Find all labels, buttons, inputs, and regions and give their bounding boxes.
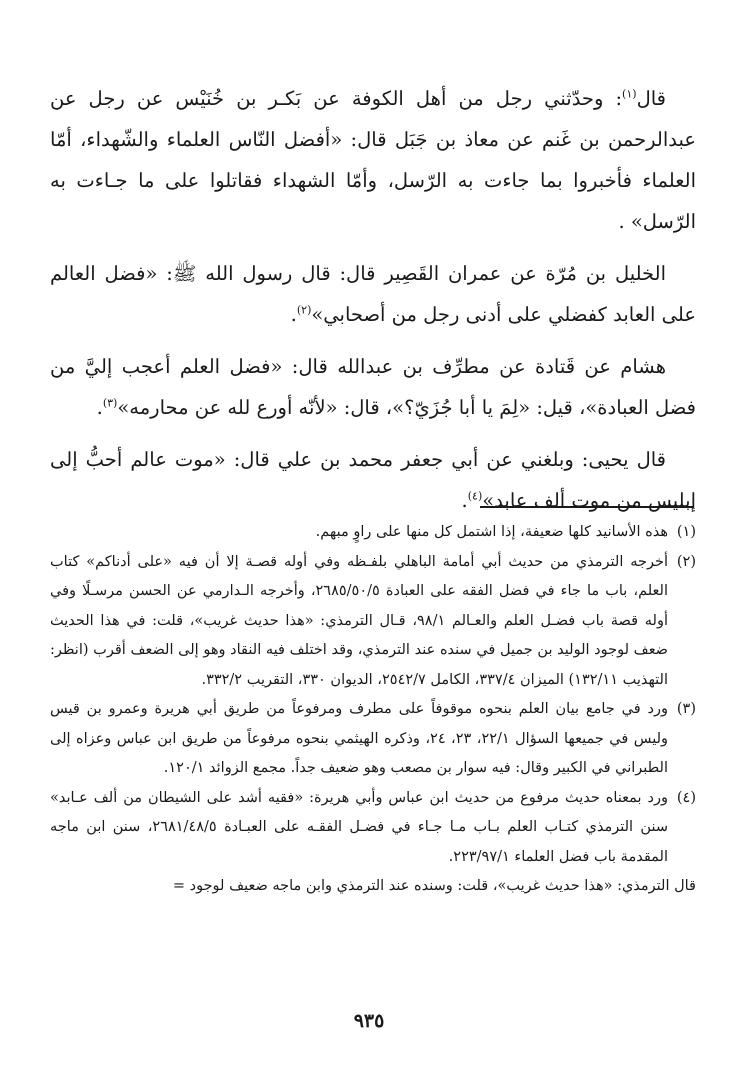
footnote-divider	[480, 506, 694, 508]
footnote-1	[50, 518, 696, 548]
footnote-4	[50, 784, 696, 873]
main-text	[50, 78, 696, 532]
footnote-text: ورد بمعناه حديث مرفوع من حديث ابن عباس وأبي هريرة: «فقيه أشد على الشيطان من ألف عـابد» سنن الترمذي كتـاب العلم بـاب مـا جـاء في فضـل الفقـه على العبـادة ٢٦٨١/٤٨/٥، سنن ابن ماجه المقدمة باب فضل العلماء ٢٢٣/٩٧/١.	[50, 789, 668, 865]
footnote-2	[50, 548, 696, 696]
footnote-ref-2[interactable]: (٢)	[296, 303, 312, 317]
paragraph-text: هشام عن قَتادة عن مطرِّف بن عبدالله قال: «فضل العلم أعجب إليَّ من فضل العبادة»، قيل: «لِمَ يا أبا جُزَيّ؟»، قال: «لأنّه أورع لله عن محارمه»	[50, 355, 696, 419]
page-number: ٩٣٥	[353, 1010, 385, 1032]
paragraph-text: .	[290, 303, 297, 326]
footnote-number: (١)	[676, 524, 696, 540]
paragraph-text: : وحدّثني رجل من أهل الكوفة عن بَكـر بن خُنَيْس عن رجل عن عبدالرحمن بن غَنم عن معاذ بن جَبَل قال: «أفضل النّاس العلماء والشّهداء، أمّا العلماء فأخبروا بما جاءت به الرّسل، وأمّا الشهداء فقاتلوا على ما جـاءت به الرّسل» .	[50, 87, 696, 233]
footnotes	[50, 518, 696, 902]
footnote-number: (٣)	[676, 701, 696, 717]
paragraph-text: .	[96, 396, 103, 419]
paragraph-text: قال يحيى: وبلغني عن أبي جعفر محمد بن علي قال: «موت عالم أحبُّ إلى إبليس من موت ألف عابد»	[50, 448, 696, 512]
footnote-text: ورد في جامع بيان العلم بنحوه موقوفاً على مطرف ومرفوعاً من طريق أبي هريرة وعمرو بن قيس وليس في جميعها السؤال ٢٢/١، ٢٣، ٢٤، وذكره الهيثمي بنحوه مرفوعاً من طريق ابن عباس وعزاه إلى الطبراني في الكبير وقال: فيه سوار بن مصعب وهو ضعيف جداً. مجمع الزوائد ١٢٠/١.	[50, 701, 668, 776]
footnote-text: أخرجه الترمذي من حديث أبي أمامة الباهلي بلفـظه وفي أوله قصـة إلا أن فيه «على أدناكم» كتاب العلم، باب ما جاء في فضل الفقه على العبادة ٢٦٨٥/٥٠/٥، وأخرجه الـدارمي عن الحسن مرسـلًا وفي أوله قصة باب فضـل العلم والعـالم ٩٨/١، قـال الترمذي: «هذا حديث غريب»، قلت: في هذا الحديث ضعف لوجود الوليد بن جميل في سنده عند الترمذي، وقد اختلف فيه النقاد وهو إلى الضعف أقرب (انظر: التهذيب ١٣٢/١١) الميزان ٣٣٧/٤، الكامل ٢٥٤٢/٧، الديوان ٣٣٠، التقريب ٣٣٢/٢.	[50, 553, 669, 688]
paragraph-text: الخليل بن مُرّة عن عمران القَصِير قال: قال رسول الله ﷺ: «فضل العالم على العابد كفضلي على أدنى رجل من أصحابي»	[50, 262, 696, 326]
footnote-ref-3[interactable]: (٣)	[102, 396, 118, 410]
main-paragraph-3	[50, 346, 696, 428]
paragraph-text: .	[461, 489, 468, 512]
paragraph-text: قال	[636, 87, 666, 110]
main-paragraph-1	[50, 78, 696, 242]
footnote-text: هذه الأسانيد كلها ضعيفة، إذا اشتمل كل منها على راوٍ مبهم.	[315, 524, 668, 540]
footnote-ref-1[interactable]: (١)	[622, 87, 637, 101]
footnote-ref-4[interactable]: (٤)	[467, 489, 483, 503]
main-paragraph-4	[50, 439, 696, 521]
footnote-3	[50, 695, 696, 784]
footnote-number: (٢)	[676, 553, 696, 570]
footnote-number: (٤)	[676, 789, 696, 806]
footnote-continuation: قال الترمذي: «هذا حديث غريب»، قلت: وسنده عند الترمذي وابن ماجه ضعيف لوجود =	[172, 878, 696, 894]
main-paragraph-2	[50, 253, 696, 335]
